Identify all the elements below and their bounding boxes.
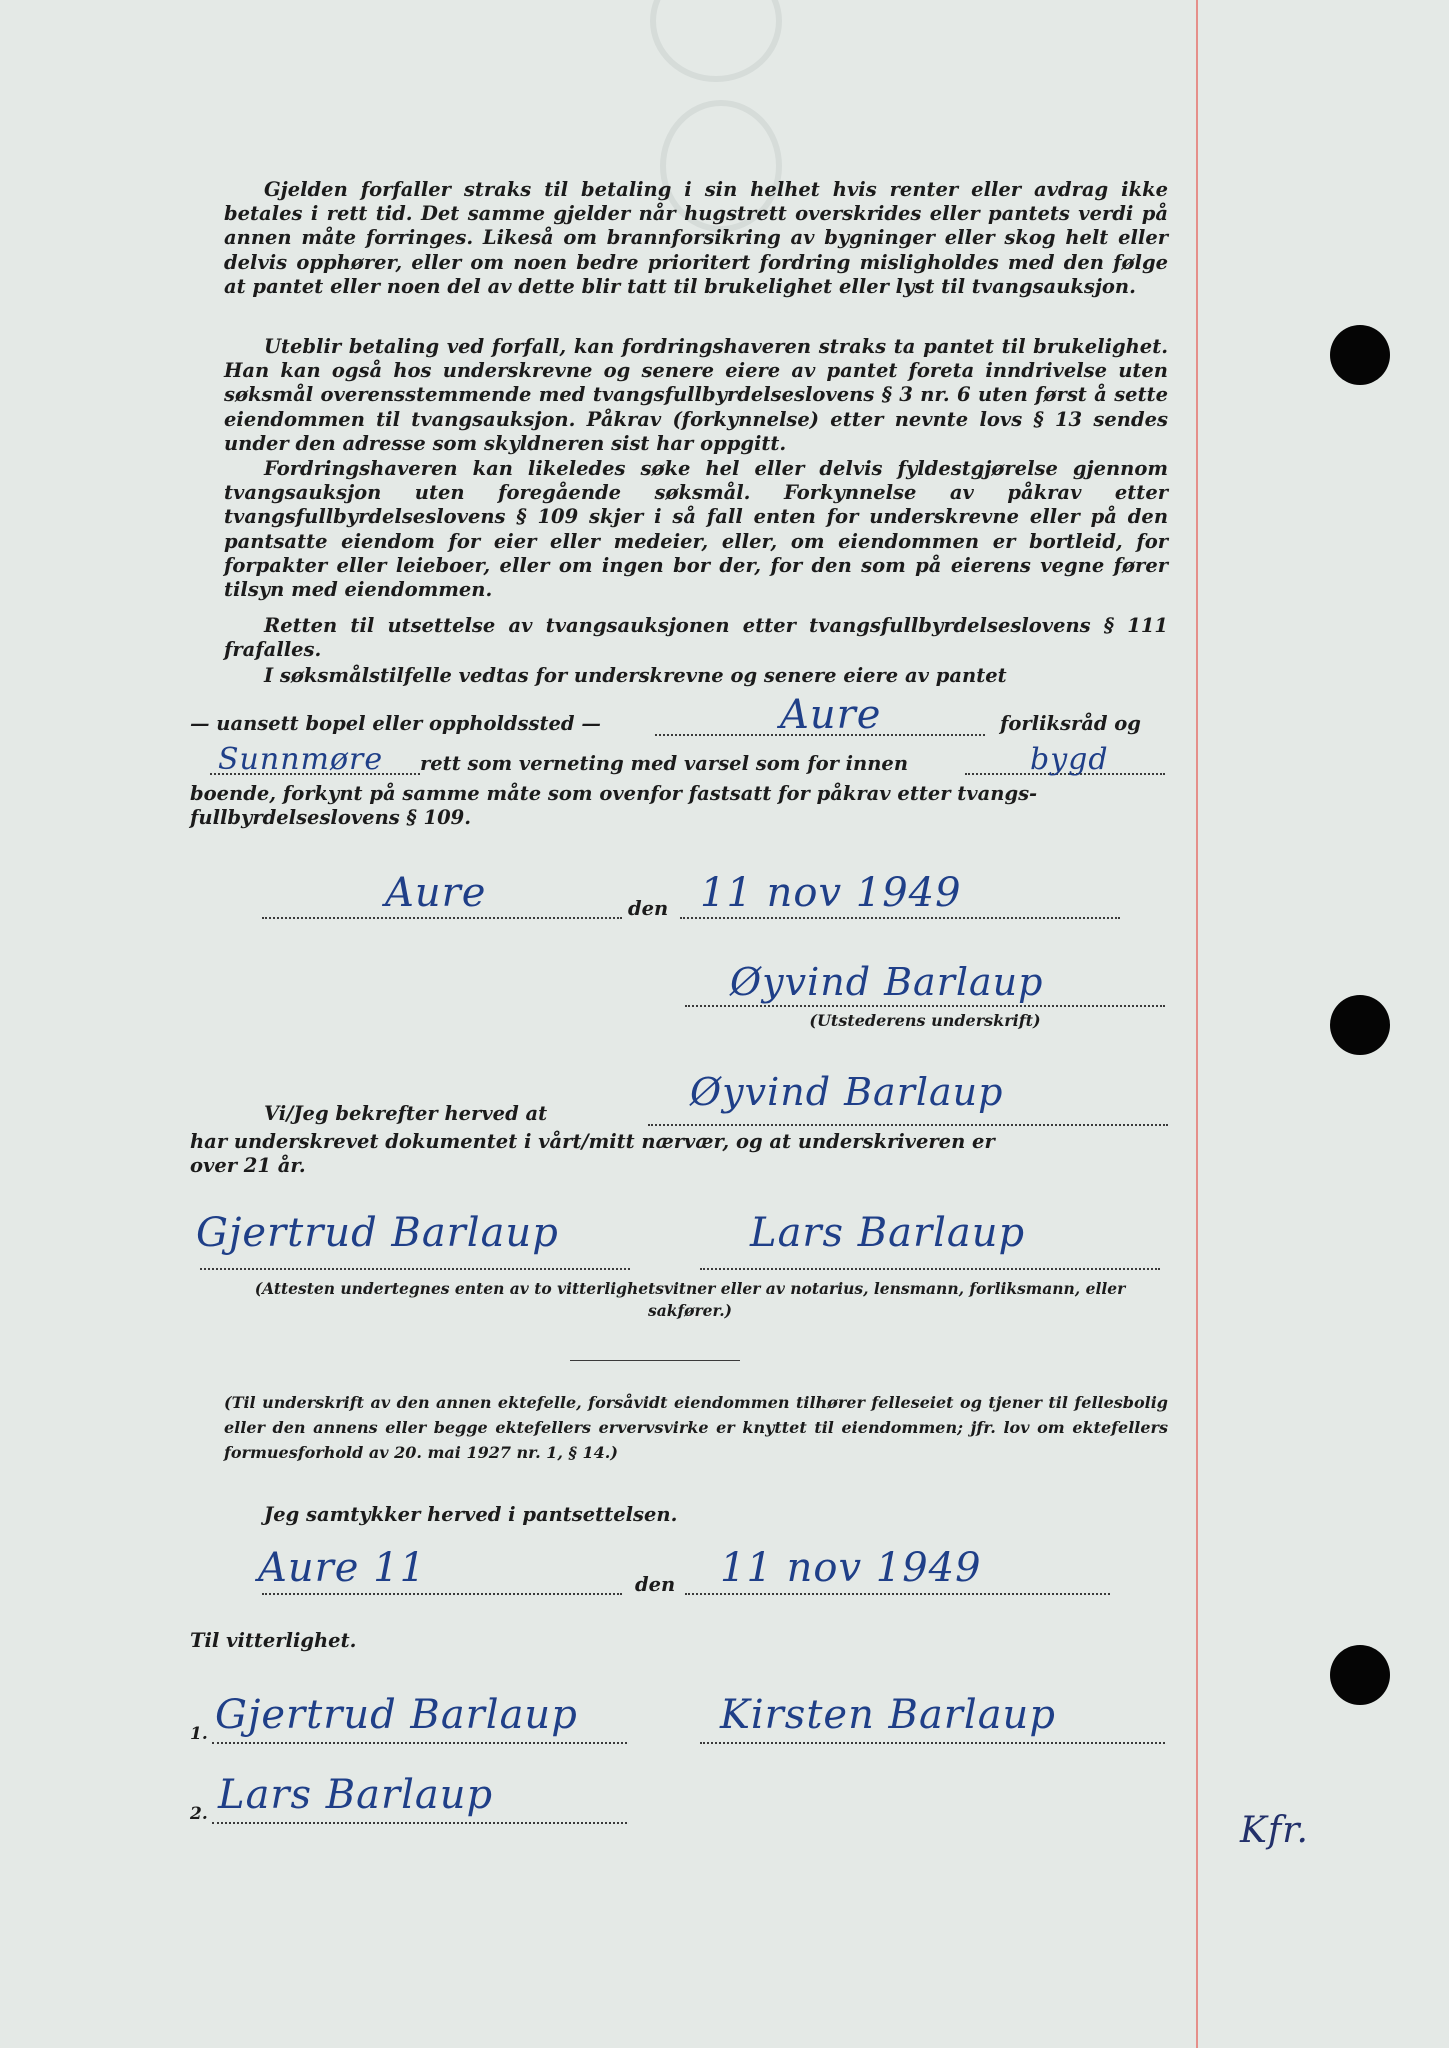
bygd-handwriting: bygd bbox=[1030, 742, 1109, 777]
witness-number-1: 1. bbox=[190, 1724, 208, 1744]
spouse-witness-1-signature: Gjertrud Barlaup bbox=[215, 1692, 578, 1738]
witness-2-signature: Lars Barlaup bbox=[750, 1210, 1026, 1256]
spouse-date-handwriting: 11 nov 1949 bbox=[720, 1545, 982, 1591]
spouse-place-handwriting: Aure 11 bbox=[258, 1545, 427, 1591]
witnessed-signer-field bbox=[648, 1124, 1168, 1126]
margin-note: Kfr. bbox=[1240, 1810, 1309, 1851]
date-field bbox=[680, 917, 1120, 919]
venue-line-3: rett som verneting med varsel som for innen bbox=[420, 752, 908, 775]
venue-line-4: boende, forkynt på samme måte som ovenfor fastsatt for påkrav etter tvangs- bbox=[190, 782, 1038, 805]
paragraph-enforcement: Uteblir betaling ved forfall, kan fordringshaveren straks ta pantet til brukelighet. Han kan også hos underskrevne og senere eiere av pantet foreta inndrivelse uten søksmål overensstemmende med tvangsfullbyrdelseslovens § 3 nr. 6 uten først å sette eiendommen til tvangsauksjon. Påkrav (forkynnelse) etter nevnte lovs § 13 sendes under den adresse som skyldneren sist har oppgitt. bbox=[224, 335, 1168, 455]
punch-hole bbox=[1330, 325, 1390, 385]
spouse-consent: Jeg samtykker herved i pantsettelsen. bbox=[264, 1503, 678, 1526]
venue-line-2-suffix: forliksråd og bbox=[1000, 712, 1141, 735]
paragraph-default: Gjelden forfaller straks til betaling i sin helhet hvis renter eller avdrag ikke betales i rett tid. Det samme gjelder når hugstrett overskrides eller pantets verdi på annen måte forringes. Likeså om brannforsikring av bygninger eller skog helt eller delvis opphører, eller om noen bedre prioritert fordring misligholdes med den følge at pantet eller noen del av dette blir tatt til brukelighet eller lyst til tvangsauksjon. bbox=[224, 178, 1168, 298]
forliksrad-handwriting: Aure bbox=[780, 692, 882, 738]
witness-1-line bbox=[200, 1268, 630, 1270]
spouse-date-field bbox=[685, 1593, 1110, 1595]
faint-stamp bbox=[650, 0, 782, 82]
witness-2-line bbox=[700, 1268, 1160, 1270]
witness-statement-line-3: over 21 år. bbox=[190, 1154, 306, 1177]
spouse-witness-2-signature: Lars Barlaup bbox=[218, 1772, 494, 1818]
paragraph-postponement: Retten til utsettelse av tvangsauksjonen etter tvangsfullbyrdelseslovens § 111 frafalles. bbox=[224, 614, 1168, 662]
spouse-signature: Kirsten Barlaup bbox=[720, 1692, 1056, 1738]
rett-handwriting: Sunnmøre bbox=[218, 742, 384, 777]
spouse-place-field bbox=[262, 1593, 622, 1595]
den-label: den bbox=[628, 897, 669, 920]
spouse-signature-line bbox=[700, 1742, 1165, 1744]
paragraph-auction: Fordringshaveren kan likeledes søke hel eller delvis fyldestgjørelse gjennom tvangsauksjon uten foregående søksmål. Forkynnelse av påkrav etter tvangsfullbyrdelseslovens § 109 skjer i så fall enten for underskrevne eller på den pantsatte eiendom for eier eller medeier, eller, om eiendommen er bortleid, for forpakter eller leieboer, eller om ingen bor der, for den som på eierens vegne fører tilsyn med eiendommen. bbox=[224, 457, 1168, 602]
punch-hole bbox=[1330, 1645, 1390, 1705]
section-separator bbox=[570, 1360, 740, 1361]
venue-line-1: I søksmålstilfelle vedtas for underskrevne og senere eiere av pantet bbox=[264, 664, 1007, 687]
til-vitterlighet: Til vitterlighet. bbox=[190, 1629, 357, 1652]
witness-number-2: 2. bbox=[190, 1804, 208, 1824]
margin-line bbox=[1196, 0, 1198, 2048]
spouse-witness-1-line bbox=[212, 1742, 627, 1744]
issuer-signature: Øyvind Barlaup bbox=[730, 960, 1044, 1004]
date-handwriting: 11 nov 1949 bbox=[700, 870, 962, 916]
witness-note: (Attesten undertegnes enten av to vitterlighetsvitner eller av notarius, lensmann, forliksmann, eller sakfører.) bbox=[254, 1279, 1126, 1320]
issuer-caption: (Utstederens underskrift) bbox=[809, 1011, 1041, 1030]
witness-statement-line-1: Vi/Jeg bekrefter herved at bbox=[264, 1102, 548, 1125]
place-field bbox=[262, 917, 622, 919]
spouse-witness-2-line bbox=[212, 1822, 627, 1824]
venue-line-5: fullbyrdelseslovens § 109. bbox=[190, 806, 472, 829]
spouse-den-label: den bbox=[635, 1573, 676, 1596]
witness-1-signature: Gjertrud Barlaup bbox=[196, 1210, 559, 1256]
issuer-signature-line bbox=[685, 1005, 1165, 1007]
spouse-note: (Til underskrift av den annen ektefelle, forsåvidt eiendommen tilhører felleseiet og tjener til fellesbolig eller den annens eller begge ektefellers ervervsvirke er knyttet til eiendommen; jfr. lov om ektefellers formuesforhold av 20. mai 1927 nr. 1, § 14.) bbox=[224, 1393, 1168, 1462]
witness-statement-line-2: har underskrevet dokumentet i vårt/mitt nærvær, og at underskriveren er bbox=[190, 1130, 995, 1153]
venue-line-2-prefix: — uansett bopel eller oppholdssted — bbox=[190, 712, 601, 735]
place-handwriting: Aure bbox=[385, 870, 487, 916]
punch-hole bbox=[1330, 995, 1390, 1055]
witnessed-signer-handwriting: Øyvind Barlaup bbox=[690, 1070, 1004, 1114]
